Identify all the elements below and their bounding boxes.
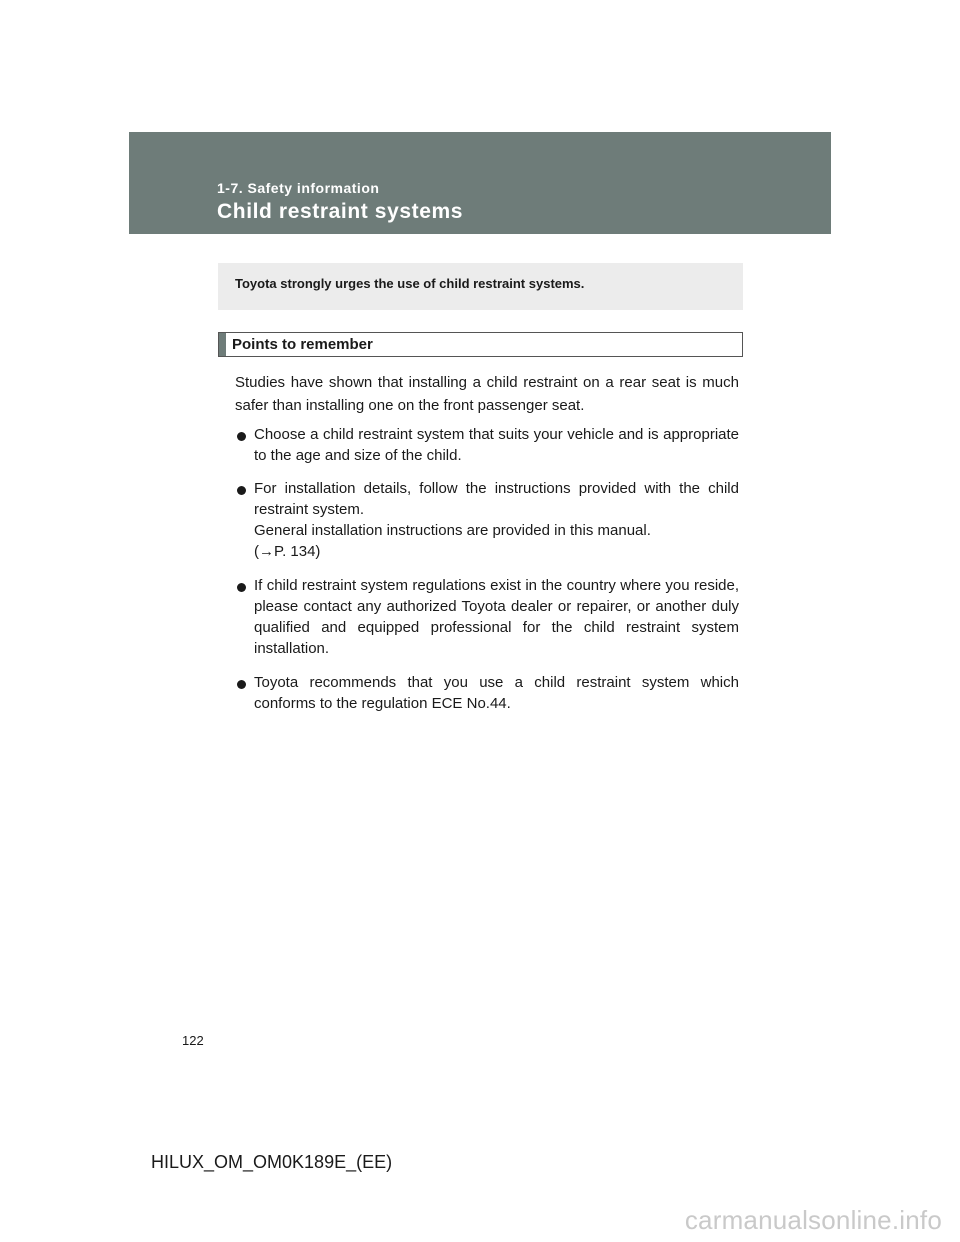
list-item-text: If child restraint system regulations exist in the country where you reside, please contact any authorized Toyota dealer or repairer, or another duly qualified and equipped professional for the child restraint system installation. [254, 577, 739, 657]
list-item-note: General installation instructions are provided in this manual. [254, 522, 651, 539]
section-label: 1-7. Safety information [217, 180, 380, 196]
list-item-text: Toyota recommends that you use a child restraint system which conforms to the regulation ECE No.44. [254, 674, 739, 712]
bullet-icon [237, 680, 246, 689]
intro-text: Toyota strongly urges the use of child restraint systems. [235, 276, 585, 291]
footer-code: HILUX_OM_OM0K189E_(EE) [151, 1152, 393, 1172]
watermark: carmanualsonline.info [684, 1205, 942, 1235]
subheading-text: Points to remember [232, 336, 373, 353]
page-number: 122 [182, 1033, 204, 1048]
page-reference: (→P. 134) [254, 543, 321, 560]
list-item [235, 478, 739, 562]
list-item [235, 424, 739, 466]
bullet-icon [237, 432, 246, 441]
list-item [235, 575, 739, 659]
subheading-bar [218, 332, 743, 357]
subheading-marker [219, 333, 226, 356]
page-title: Child restraint systems [217, 200, 464, 223]
intro-paragraph: Studies have shown that installing a child restraint on a rear seat is much safer than installing one on the front passenger seat. [235, 374, 739, 414]
intro-box [218, 263, 743, 310]
bullet-icon [237, 486, 246, 495]
chapter-header [129, 132, 831, 234]
list-item-text: Choose a child restraint system that suits your vehicle and is appropriate to the age and size of the child. [254, 426, 739, 464]
list-item-text: For installation details, follow the instructions provided with the child restraint system. [254, 480, 739, 518]
list-item [235, 672, 739, 714]
bullet-icon [237, 583, 246, 592]
